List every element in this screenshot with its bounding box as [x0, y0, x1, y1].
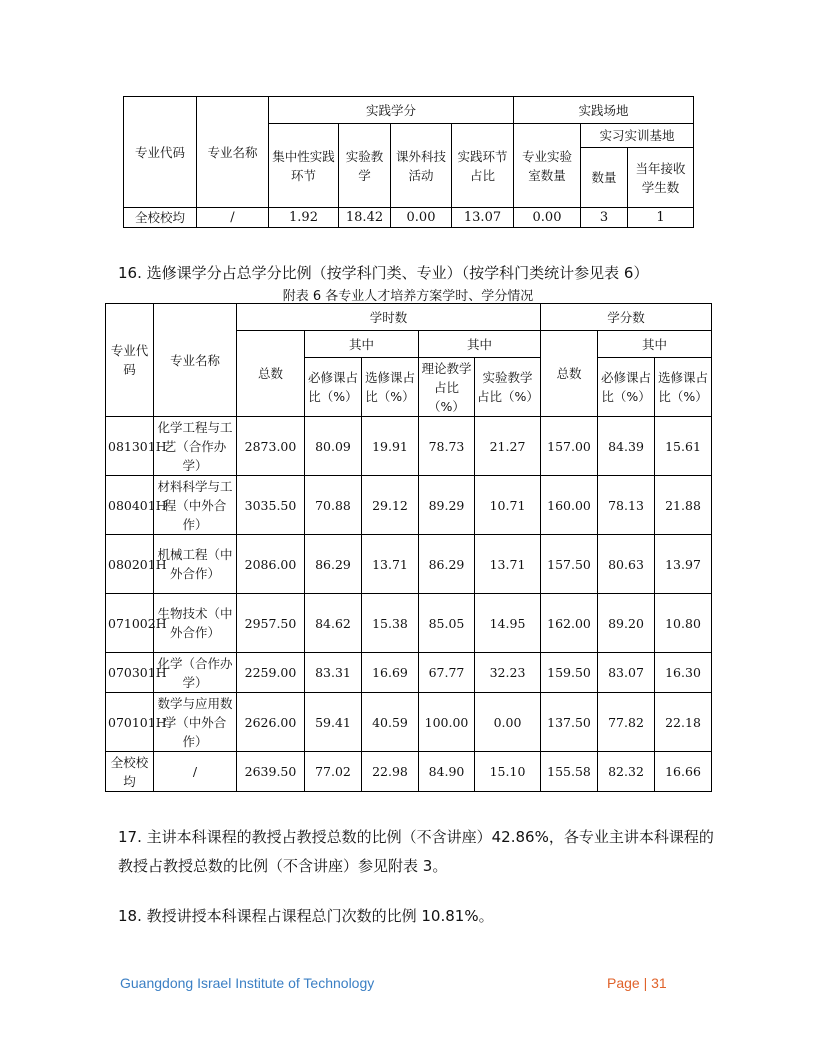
table-caption: 附表 6 各专业人才培养方案学时、学分情况: [282, 289, 534, 304]
cell-credit-required: 89.20: [598, 594, 655, 653]
cell-base-students: 1: [628, 208, 694, 228]
cell-required: 83.31: [305, 653, 362, 693]
cell-lab: 32.23: [475, 653, 541, 693]
cell-required: 70.88: [305, 476, 362, 535]
cell-credit-required: 84.39: [598, 417, 655, 476]
header-base-students: 当年接收学生数: [628, 148, 694, 208]
cell-hours-total: 2873.00: [237, 417, 305, 476]
cell-credit-elective: 16.66: [655, 752, 712, 792]
header-training-base: 实习实训基地: [581, 124, 694, 148]
cell-theory: 86.29: [419, 535, 475, 594]
cell-base-count: 3: [581, 208, 628, 228]
header-elective-ratio: 选修课占比（%）: [362, 358, 419, 417]
header-code: 专业代码: [124, 97, 197, 208]
table-row-average: [106, 752, 712, 792]
header-lab-ratio: 实验教学占比（%）: [475, 358, 541, 417]
table-row: [106, 417, 712, 476]
cell-credit-required: 83.07: [598, 653, 655, 693]
footer-institute-name: Guangdong Israel Institute of Technology: [120, 975, 375, 991]
header-code: 专业代码: [106, 304, 154, 417]
cell-credit-required: 78.13: [598, 476, 655, 535]
cell-hours-total: 2626.00: [237, 693, 305, 752]
header-concentrated: 集中性实践环节: [269, 124, 339, 208]
cell-credit-elective: 22.18: [655, 693, 712, 752]
cell-theory: 84.90: [419, 752, 475, 792]
cell-labs: 0.00: [514, 208, 581, 228]
cell-lab: 13.71: [475, 535, 541, 594]
cell-hours-total: 2259.00: [237, 653, 305, 693]
cell-theory: 67.77: [419, 653, 475, 693]
cell-required: 86.29: [305, 535, 362, 594]
cell-name: 化学工程与工艺（合作办学）: [154, 417, 237, 476]
cell-elective: 16.69: [362, 653, 419, 693]
cell-lab: 15.10: [475, 752, 541, 792]
paragraph-18: 18. 教授讲授本科课程占课程总门次数的比例 10.81%。: [118, 907, 494, 925]
cell-code: 070101H: [106, 693, 154, 752]
table-row: [106, 476, 712, 535]
cell-credit-elective: 16.30: [655, 653, 712, 693]
cell-hours-total: 3035.50: [237, 476, 305, 535]
practice-credits-table: [123, 96, 694, 228]
cell-name: 生物技术（中外合作）: [154, 594, 237, 653]
header-credit-elective-ratio: 选修课占比（%）: [655, 358, 712, 417]
paragraph-17: 17. 主讲本科课程的教授占教授总数的比例（不含讲座）42.86%，各专业主讲本科课程的教授占教授总数的比例（不含讲座）参见附表 3。: [118, 828, 714, 875]
cell-theory: 89.29: [419, 476, 475, 535]
cell-lab: 14.95: [475, 594, 541, 653]
table-row: [106, 693, 712, 752]
cell-code: 080201H: [106, 535, 154, 594]
cell-credits-total: 155.58: [541, 752, 598, 792]
cell-theory: 85.05: [419, 594, 475, 653]
cell-name: 数学与应用数学（中外合作）: [154, 693, 237, 752]
header-extracurricular: 课外科技活动: [391, 124, 452, 208]
cell-required: 59.41: [305, 693, 362, 752]
table-row: [106, 653, 712, 693]
row-name: /: [197, 208, 269, 228]
header-among-2: 其中: [419, 331, 541, 358]
cell-code: 070301H: [106, 653, 154, 693]
cell-credit-elective: 15.61: [655, 417, 712, 476]
cell-code: 全校校均: [106, 752, 154, 792]
cell-code: 080401H: [106, 476, 154, 535]
cell-lab: 0.00: [475, 693, 541, 752]
cell-code: 071002H: [106, 594, 154, 653]
row-label: 全校校均: [124, 208, 197, 228]
cell-theory: 78.73: [419, 417, 475, 476]
footer-page-number: Page | 31: [607, 975, 667, 991]
cell-theory: 100.00: [419, 693, 475, 752]
table-row: [124, 208, 694, 228]
hours-credits-table: [105, 303, 712, 792]
cell-required: 77.02: [305, 752, 362, 792]
cell-experiment: 18.42: [339, 208, 391, 228]
cell-concentrated: 1.92: [269, 208, 339, 228]
header-credits-total: 总数: [541, 331, 598, 417]
cell-code: 081301H: [106, 417, 154, 476]
header-credit-required-ratio: 必修课占比（%）: [598, 358, 655, 417]
header-experiment: 实验教学: [339, 124, 391, 208]
cell-elective: 40.59: [362, 693, 419, 752]
cell-elective: 19.91: [362, 417, 419, 476]
section-16-heading: 16. 选修课学分占总学分比例（按学科门类、专业）（按学科门类统计参见表 6）: [118, 264, 649, 282]
header-practice-ratio: 实践环节占比: [452, 124, 514, 208]
cell-name: 机械工程（中外合作）: [154, 535, 237, 594]
header-among-3: 其中: [598, 331, 712, 358]
cell-credits-total: 159.50: [541, 653, 598, 693]
header-credits: 学分数: [541, 304, 712, 331]
cell-credit-elective: 21.88: [655, 476, 712, 535]
table-row: [106, 594, 712, 653]
cell-credit-required: 77.82: [598, 693, 655, 752]
table-row: [106, 535, 712, 594]
cell-hours-total: 2639.50: [237, 752, 305, 792]
cell-credit-required: 80.63: [598, 535, 655, 594]
header-theory-ratio: 理论教学占比（%）: [419, 358, 475, 417]
cell-credits-total: 160.00: [541, 476, 598, 535]
header-required-ratio: 必修课占比（%）: [305, 358, 362, 417]
header-hours: 学时数: [237, 304, 541, 331]
header-practice-credits: 实践学分: [269, 97, 514, 124]
cell-credits-total: 157.00: [541, 417, 598, 476]
cell-hours-total: 2957.50: [237, 594, 305, 653]
cell-name: 化学（合作办学）: [154, 653, 237, 693]
header-practice-site: 实践场地: [514, 97, 694, 124]
cell-lab: 21.27: [475, 417, 541, 476]
cell-name: 材料科学与工程（中外合作）: [154, 476, 237, 535]
cell-extracurricular: 0.00: [391, 208, 452, 228]
header-base-count: 数量: [581, 148, 628, 208]
cell-credit-elective: 13.97: [655, 535, 712, 594]
cell-elective: 13.71: [362, 535, 419, 594]
header-lab-count: 专业实验室数量: [514, 124, 581, 208]
cell-credits-total: 162.00: [541, 594, 598, 653]
cell-credit-elective: 10.80: [655, 594, 712, 653]
cell-credits-total: 137.50: [541, 693, 598, 752]
cell-name: /: [154, 752, 237, 792]
cell-elective: 22.98: [362, 752, 419, 792]
cell-credits-total: 157.50: [541, 535, 598, 594]
cell-required: 84.62: [305, 594, 362, 653]
cell-credit-required: 82.32: [598, 752, 655, 792]
cell-required: 80.09: [305, 417, 362, 476]
cell-ratio: 13.07: [452, 208, 514, 228]
cell-hours-total: 2086.00: [237, 535, 305, 594]
cell-lab: 10.71: [475, 476, 541, 535]
header-name: 专业名称: [197, 97, 269, 208]
header-name: 专业名称: [154, 304, 237, 417]
header-among-1: 其中: [305, 331, 419, 358]
header-hours-total: 总数: [237, 331, 305, 417]
cell-elective: 29.12: [362, 476, 419, 535]
cell-elective: 15.38: [362, 594, 419, 653]
